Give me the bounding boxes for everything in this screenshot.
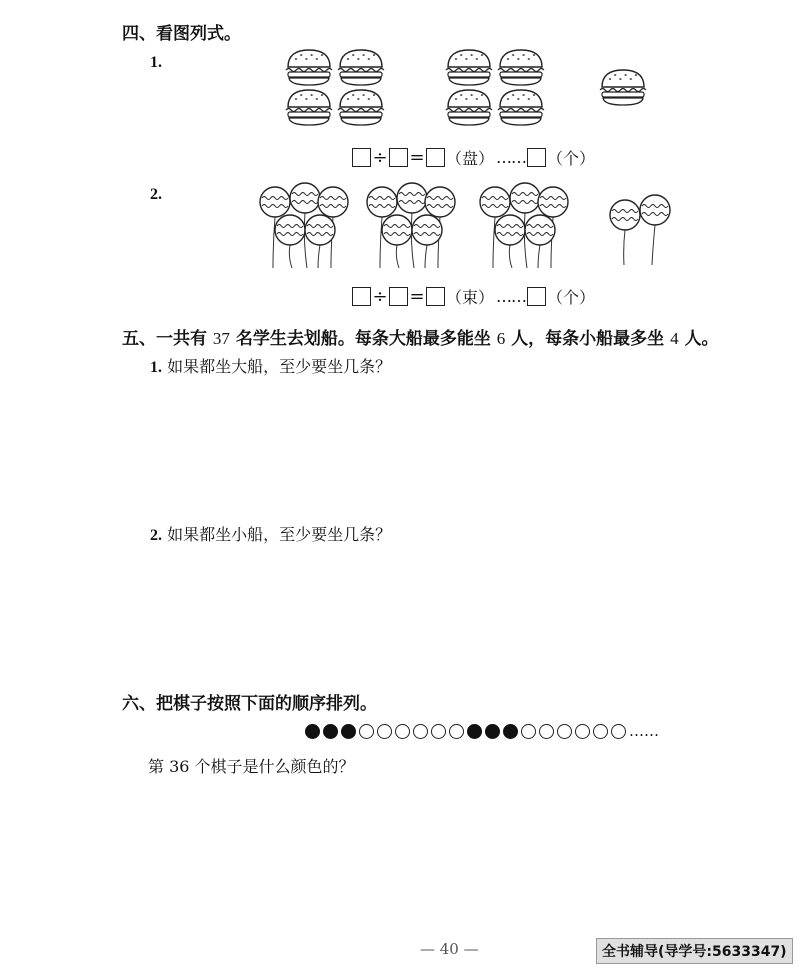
hamburger-icon [286, 50, 332, 85]
question-text: 如果都坐小船，至少要坐几条？ [162, 525, 392, 544]
white-stone [521, 724, 536, 739]
section6-question: 第 36 个棋子是什么颜色的？ [148, 757, 355, 776]
balloon-illustration [255, 180, 685, 272]
white-stone [413, 724, 428, 739]
black-stone [467, 724, 482, 739]
white-stone [557, 724, 572, 739]
answer-box[interactable] [389, 287, 408, 306]
white-stone [377, 724, 392, 739]
hamburger-icon [338, 50, 384, 85]
answer-box[interactable] [352, 148, 371, 167]
equals-sign: = [409, 286, 425, 307]
section5-question-2 [150, 522, 391, 545]
equals-sign: = [409, 147, 425, 168]
divide-sign: ÷ [372, 147, 388, 168]
small-boat-capacity: 4 [670, 329, 679, 348]
title-text: 五、一共有 [122, 329, 213, 349]
title-text: 名学生去划船。每条大船最多能坐 [229, 329, 497, 349]
hamburger-icon [446, 50, 492, 85]
big-boat-capacity: 6 [496, 329, 506, 348]
white-stone [431, 724, 446, 739]
answer-box[interactable] [426, 287, 445, 306]
black-stone [323, 724, 338, 739]
remainder-dots: …… [496, 148, 527, 167]
hamburger-illustration [275, 47, 665, 137]
black-stone [305, 724, 320, 739]
white-stone [359, 724, 374, 739]
balloon-icon [640, 195, 670, 265]
balloon-icon [382, 215, 412, 268]
hamburger-icon [600, 70, 646, 105]
stone-pattern [305, 722, 659, 740]
answer-box[interactable] [527, 287, 546, 306]
balloon-icon [495, 215, 525, 268]
hamburger-icon [446, 90, 492, 125]
black-stone [341, 724, 356, 739]
question-number: 1. [150, 359, 162, 376]
balloon-icon [305, 215, 335, 268]
hamburger-icon [498, 50, 544, 85]
guide-badge: 全书辅导(导学号:5633347) [596, 938, 793, 964]
section4-title: 四、看图列式。 [122, 24, 241, 44]
unit-label: （个） [547, 149, 596, 168]
q2-equation [352, 285, 596, 308]
remainder-dots: …… [496, 287, 527, 306]
hamburger-icon [286, 90, 332, 125]
balloon-icon [610, 200, 640, 265]
black-stone [485, 724, 500, 739]
page-number: — 40 — [420, 940, 479, 958]
q1-number: 1. [150, 54, 162, 71]
unit-label: （束） [446, 288, 495, 307]
unit-label: （个） [547, 288, 596, 307]
question-number: 2. [150, 527, 162, 544]
answer-box[interactable] [352, 287, 371, 306]
balloon-icon [275, 215, 305, 268]
pattern-ellipsis: …… [629, 722, 659, 740]
student-count: 37 [212, 329, 230, 348]
title-text: 人。 [678, 329, 719, 349]
hamburger-icon [498, 90, 544, 125]
unit-label: （盘） [446, 149, 495, 168]
white-stone [539, 724, 554, 739]
white-stone [449, 724, 464, 739]
white-stone [575, 724, 590, 739]
black-stone [503, 724, 518, 739]
answer-box[interactable] [389, 148, 408, 167]
answer-box[interactable] [426, 148, 445, 167]
white-stone [395, 724, 410, 739]
title-text: 人，每条小船最多坐 [505, 329, 671, 349]
q2-number: 2. [150, 186, 162, 203]
balloon-icon [525, 215, 555, 268]
section6-title: 六、把棋子按照下面的顺序排列。 [122, 694, 377, 714]
balloon-icon [412, 215, 442, 268]
divide-sign: ÷ [372, 286, 388, 307]
section5-question-1 [150, 354, 391, 377]
question-text: 如果都坐大船，至少要坐几条？ [162, 357, 392, 376]
section5-title [122, 324, 719, 349]
hamburger-icon [338, 90, 384, 125]
answer-box[interactable] [527, 148, 546, 167]
q1-equation [352, 146, 596, 169]
white-stone [611, 724, 626, 739]
white-stone [593, 724, 608, 739]
